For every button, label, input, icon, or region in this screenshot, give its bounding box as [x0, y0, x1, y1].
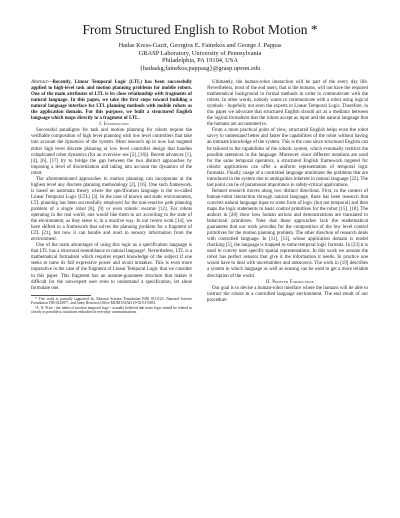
- section-heading-introduction: I. Introduction: [99, 122, 129, 128]
- author-emails: {hadaskg,fainekos,pappasg}@grasp.upenn.edu: [139, 65, 261, 73]
- body-paragraph: Our goal is to devise a human-robot interface where the humans will be able to instruct the robots in a controlled language environment. The end result of our procedure: [207, 285, 368, 303]
- body-paragraph: Successful paradigms for task and motion planning for robots require the verifiable composition of high level planning with low level controllers that take into account the dynamics of the system. Most research up to now has targeted either high level discrete planning or low level controller design that handles complicated robot dynamics (for an overview see [2], [16]). Recent advances [1], [4], [6], [17] try to bridge the gap between the two distinct approaches by imposing a level of discretization and taking into account the dynamics of the robot.: [31, 128, 192, 176]
- body-paragraph: Related research moves along two distinct directions. First, in the context of human-robot interaction through natural language, there has been research that converts natural language input to some form of logic (but not temporal) and then maps the logic statements to basic control primitives for the robot [15], [18]. The authors in [20] show how human actions and demonstrations are translated to behavioral primitives. Note that these approaches lack the mathematical guarantees that our work provides for the composition of the low level control primitives for the motion planning problem. The other direction of research deals with controlled language. In [11], [13], whose application domain is model checking [5], the language is mapped to some temporal logic formula. In [23] it is used to convey user specific spatial representations. In this work we assume the robot has perfect sensors that give it the information it needs. In practice one would have to deal with uncertainties and unknowns. The work in [19] describes a system in which language as well as sensing can be used to get a more reliable description of the world.: [207, 188, 368, 279]
- footnote-funding: * This work is partially supported by National Science Foundation EHS 0311123, National Science Foundation ITR 0324977, and Army Research Office MURI DAAD 19-02-01-0383.: [31, 296, 192, 306]
- body-paragraph: From a more practical point of view, structured English helps even the robot savvy to understand better and faster the capabilities of the robot without having an intimate knowledge of the system. This is the case since structured English can be tailored to the capabilities of the robotic system, which eventually restricts the possible sentences in the language. Moreover, since different notations are used for the same temporal operators, a structured English framework targeted for robotic applications can offer a uniform representation of temporal logic formulas. Finally, usage of a controlled language minimizes the problems that are introduced in the system due to ambiguities inherent in natural language [22]. The last point can be of paramount importance in safety-critical applications.: [207, 128, 368, 188]
- author-city: Philadelphia, PA 19104, USA: [162, 57, 238, 65]
- footnotes: [31, 295, 192, 315]
- abstract: [31, 80, 192, 122]
- author-names: Hadas Kress-Gazit, Georgios E. Fainekos and George J. Pappas: [118, 42, 282, 49]
- left-column: [31, 80, 192, 315]
- right-column: [207, 80, 368, 304]
- body-paragraph: The aforementioned approaches in motion planning can incorporate at the highest level any discrete planning methodology [2], [16]. One such framework, is based on automata theory where the specification language is the so-called Linear Temporal Logic (LTL) [3]. In the case of known and static environments, LTL planning has been successfully employed for the non-reactive path planning problem of a single robot [8], [9] or even robotic swarms [12]. For robots operating in the real world, one would like them to act according to the state of the environment, as they sense it, in a reactive way. In our recent work [14], we have shifted to a framework that solves the planning problem for a fragment of LTL [21], but now it can handle and react to sensory information from the environment.: [31, 176, 192, 243]
- abstract-text: —Recently, Linear Temporal Logic (LTL) has been successfully applied to high-level task and motion planning problems for mobile robots. One of the main attributes of LTL is its close relationship with fragments of natural language. In this paper, we take the first steps toward building a natural language interface for LTL planning methods with mobile robots as the application domain. For this purpose, we built a structured English language which maps directly to a fragment of LTL.: [31, 80, 192, 122]
- section-heading-problem-formulation: II. Problem Formulation: [265, 279, 315, 285]
- abstract-label: Abstract: [31, 80, 48, 85]
- body-paragraph: One of the main advantages of using this logic as a specification language is that LTL has a structural resemblance to natural language¹. Nevertheless, LTL is a mathematical formalism which requires expert knowledge of the subject if one seeks to tame its full expressive power and avoid mistakes. This is even more imperative in the case of the fragment of Linear Temporal Logic that we consider in this paper. This fragment has an assume-guarantee structure that makes it difficult for the non-expert user even to understand a specification, let alone formulate one.: [31, 243, 192, 291]
- author-block: [20, 42, 380, 73]
- footnote-prior: ¹A. N. Prior - the father of modern temporal logic - actually believed that tense logic should be related as closely as possible to intuitions embodied in everyday communications.: [31, 305, 192, 315]
- body-paragraph: Ultimately, the human-robot interaction will be part of the every day life. Nevertheless, most of the end users, that is the humans, will not have the required mathematical background in formal methods in order to communicate with the robots. In other words, nobody wants to communicate with a robot using logical symbols - hopefully not even the experts in Linear Temporal Logic. Therefore, in this paper we advocate that structured English should act as a mediator between the logical formalism that the robots accept as input and the natural language that the humans are accustomed to.: [207, 80, 368, 128]
- author-affiliation: GRASP Laboratory, University of Pennsylvania: [138, 49, 262, 57]
- paper-title: From Structured English to Robot Motion *: [82, 22, 318, 37]
